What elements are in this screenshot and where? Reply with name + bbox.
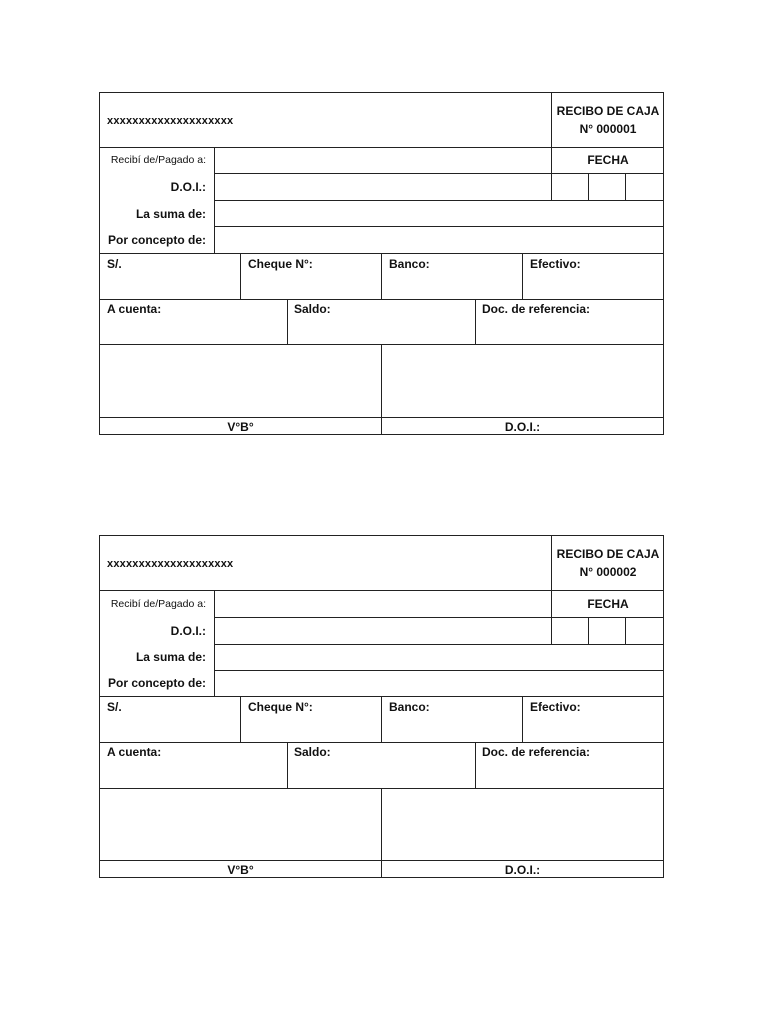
receiver-signature-area[interactable] xyxy=(382,345,663,417)
concept-label: Por concepto de: xyxy=(107,676,206,690)
account-column-divider xyxy=(475,299,476,344)
cash-receipt-form xyxy=(99,92,664,435)
row-divider xyxy=(100,299,663,300)
bank-label: Banco: xyxy=(389,257,430,271)
account-label: A cuenta: xyxy=(107,745,162,759)
payment-column-divider xyxy=(522,696,523,742)
row-divider xyxy=(100,742,663,743)
date-label: FECHA xyxy=(587,597,629,611)
doi-field[interactable] xyxy=(215,174,551,200)
cash-label: Efectivo: xyxy=(530,257,581,271)
concept-label: Por concepto de: xyxy=(107,233,206,247)
cash-label: Efectivo: xyxy=(530,700,581,714)
payment-column-divider xyxy=(522,253,523,299)
payment-column-divider xyxy=(381,253,382,299)
payment-column-divider xyxy=(240,253,241,299)
sum-label: La suma de: xyxy=(135,650,206,664)
receipt-title: RECIBO DE CAJA xyxy=(556,104,660,118)
payment-column-divider xyxy=(240,696,241,742)
received-from-field[interactable] xyxy=(215,591,551,617)
account-column-divider xyxy=(287,742,288,788)
received-from-field[interactable] xyxy=(215,148,551,173)
reference-doc-label: Doc. de referencia: xyxy=(482,302,591,316)
bank-label: Banco: xyxy=(389,700,430,714)
date-month-field[interactable] xyxy=(589,618,625,644)
doi-label: D.O.I.: xyxy=(170,624,206,638)
date-month-field[interactable] xyxy=(589,174,625,200)
concept-field[interactable] xyxy=(215,227,663,253)
row-divider xyxy=(100,860,663,861)
doi-label: D.O.I.: xyxy=(170,180,206,194)
cheque-label: Cheque N°: xyxy=(248,257,313,271)
company-name: xxxxxxxxxxxxxxxxxxxx xyxy=(107,558,234,570)
approval-signature-area[interactable] xyxy=(100,345,381,417)
balance-label: Saldo: xyxy=(294,745,331,759)
cheque-label: Cheque N°: xyxy=(248,700,313,714)
received-from-label: Recibí de/Pagado a: xyxy=(110,154,206,166)
date-label: FECHA xyxy=(587,153,629,167)
doi-field[interactable] xyxy=(215,618,551,644)
sum-field[interactable] xyxy=(215,645,663,670)
date-day-field[interactable] xyxy=(552,174,588,200)
sum-label: La suma de: xyxy=(135,207,206,221)
doi-signature-label: D.O.I.: xyxy=(504,420,541,434)
approval-label: V°B° xyxy=(227,863,254,877)
approval-label: V°B° xyxy=(227,420,254,434)
reference-doc-label: Doc. de referencia: xyxy=(482,745,591,759)
received-from-label: Recibí de/Pagado a: xyxy=(110,598,206,610)
concept-field[interactable] xyxy=(215,671,663,696)
approval-signature-area[interactable] xyxy=(100,789,381,860)
cash-receipt-form xyxy=(99,535,664,878)
company-name: xxxxxxxxxxxxxxxxxxxx xyxy=(107,115,234,127)
currency-label: S/. xyxy=(107,257,122,271)
doi-signature-label: D.O.I.: xyxy=(504,863,541,877)
account-label: A cuenta: xyxy=(107,302,162,316)
receipt-title: RECIBO DE CAJA xyxy=(556,547,660,561)
receipt-number: N° 000002 xyxy=(579,565,637,579)
receipt-number: N° 000001 xyxy=(579,122,637,136)
balance-label: Saldo: xyxy=(294,302,331,316)
receiver-signature-area[interactable] xyxy=(382,789,663,860)
currency-label: S/. xyxy=(107,700,122,714)
account-column-divider xyxy=(475,742,476,788)
account-column-divider xyxy=(287,299,288,344)
payment-column-divider xyxy=(381,696,382,742)
date-year-field[interactable] xyxy=(626,174,663,200)
date-year-field[interactable] xyxy=(626,618,663,644)
row-divider xyxy=(100,417,663,418)
date-day-field[interactable] xyxy=(552,618,588,644)
sum-field[interactable] xyxy=(215,201,663,226)
